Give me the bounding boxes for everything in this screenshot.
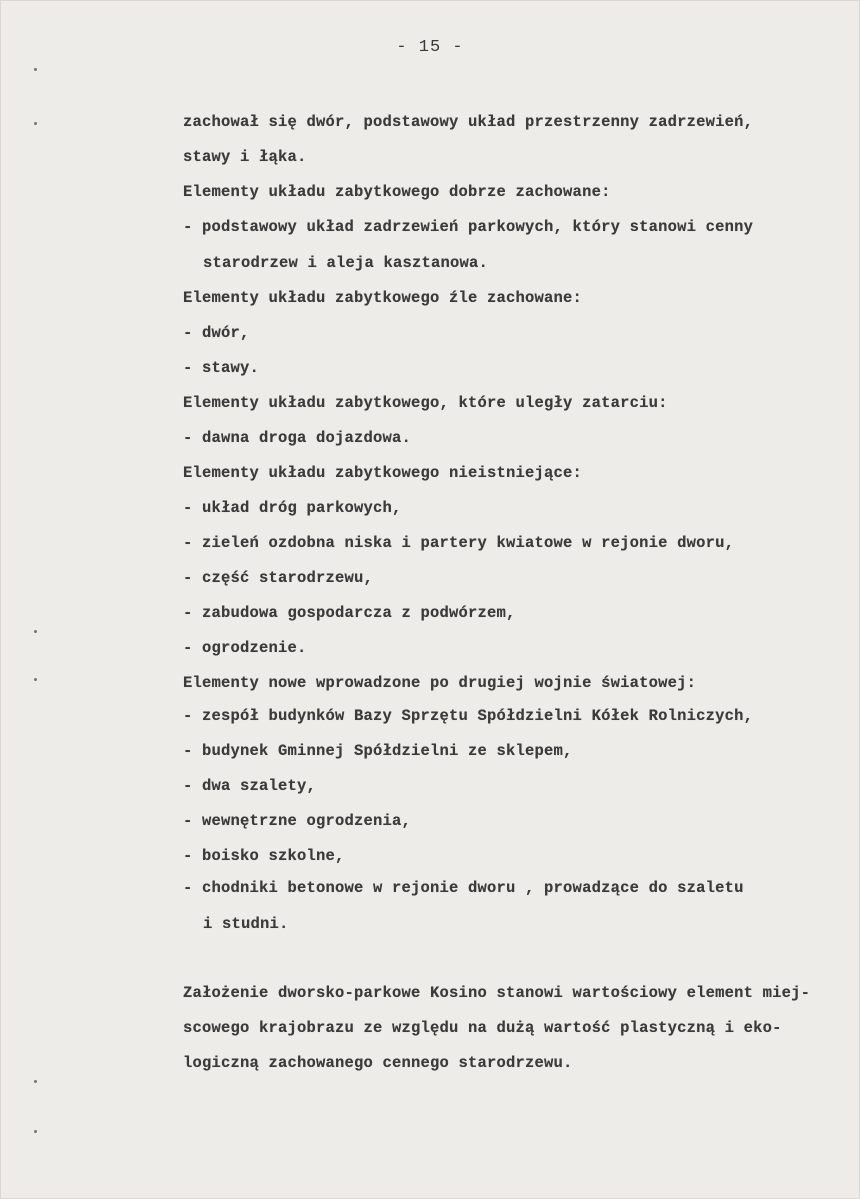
list-item: - stawy.	[183, 359, 260, 377]
paragraph-line: logiczną zachowanego cennego starodrzewu.	[183, 1054, 573, 1072]
text-line: Elementy układu zabytkowego, które uległy zatarciu:	[183, 394, 668, 412]
punch-mark	[34, 1080, 37, 1083]
text-line: zachował się dwór, podstawowy układ przestrzenny zadrzewień,	[183, 113, 754, 131]
list-item: - część starodrzewu,	[183, 569, 374, 587]
list-item: - boisko szkolne,	[183, 847, 345, 865]
list-item-continuation: i studni.	[203, 915, 289, 933]
list-item: - chodniki betonowe w rejonie dworu , prowadzące do szaletu	[183, 879, 744, 897]
list-item: - dawna droga dojazdowa.	[183, 429, 412, 447]
punch-mark	[34, 1130, 37, 1133]
list-item: - zabudowa gospodarcza z podwórzem,	[183, 604, 516, 622]
list-item: - układ dróg parkowych,	[183, 499, 402, 517]
list-item: - zespół budynków Bazy Sprzętu Spółdzielni Kółek Rolniczych,	[183, 707, 754, 725]
punch-mark	[34, 630, 37, 633]
text-line: stawy i łąka.	[183, 148, 307, 166]
text-line: Elementy układu zabytkowego źle zachowane:	[183, 289, 583, 307]
text-line: Elementy układu zabytkowego nieistniejące:	[183, 464, 583, 482]
list-item: - dwór,	[183, 324, 250, 342]
text-line: Elementy nowe wprowadzone po drugiej wojnie światowej:	[183, 674, 697, 692]
list-item-continuation: starodrzew i aleja kasztanowa.	[203, 254, 489, 272]
punch-mark	[34, 122, 37, 125]
list-item: - dwa szalety,	[183, 777, 317, 795]
paragraph-line: scowego krajobrazu ze względu na dużą wartość plastyczną i eko-	[183, 1019, 782, 1037]
list-item: - zieleń ozdobna niska i partery kwiatowe w rejonie dworu,	[183, 534, 735, 552]
list-item: - wewnętrzne ogrodzenia,	[183, 812, 412, 830]
text-line: Elementy układu zabytkowego dobrze zachowane:	[183, 183, 611, 201]
list-item: - budynek Gminnej Spółdzielni ze sklepem,	[183, 742, 573, 760]
list-item: - podstawowy układ zadrzewień parkowych, który stanowi cenny	[183, 218, 754, 236]
punch-mark	[34, 68, 37, 71]
list-item: - ogrodzenie.	[183, 639, 307, 657]
page-number: - 15 -	[396, 38, 464, 57]
paragraph-line: Założenie dworsko-parkowe Kosino stanowi wartościowy element miej-	[183, 984, 811, 1002]
punch-mark	[34, 678, 37, 681]
